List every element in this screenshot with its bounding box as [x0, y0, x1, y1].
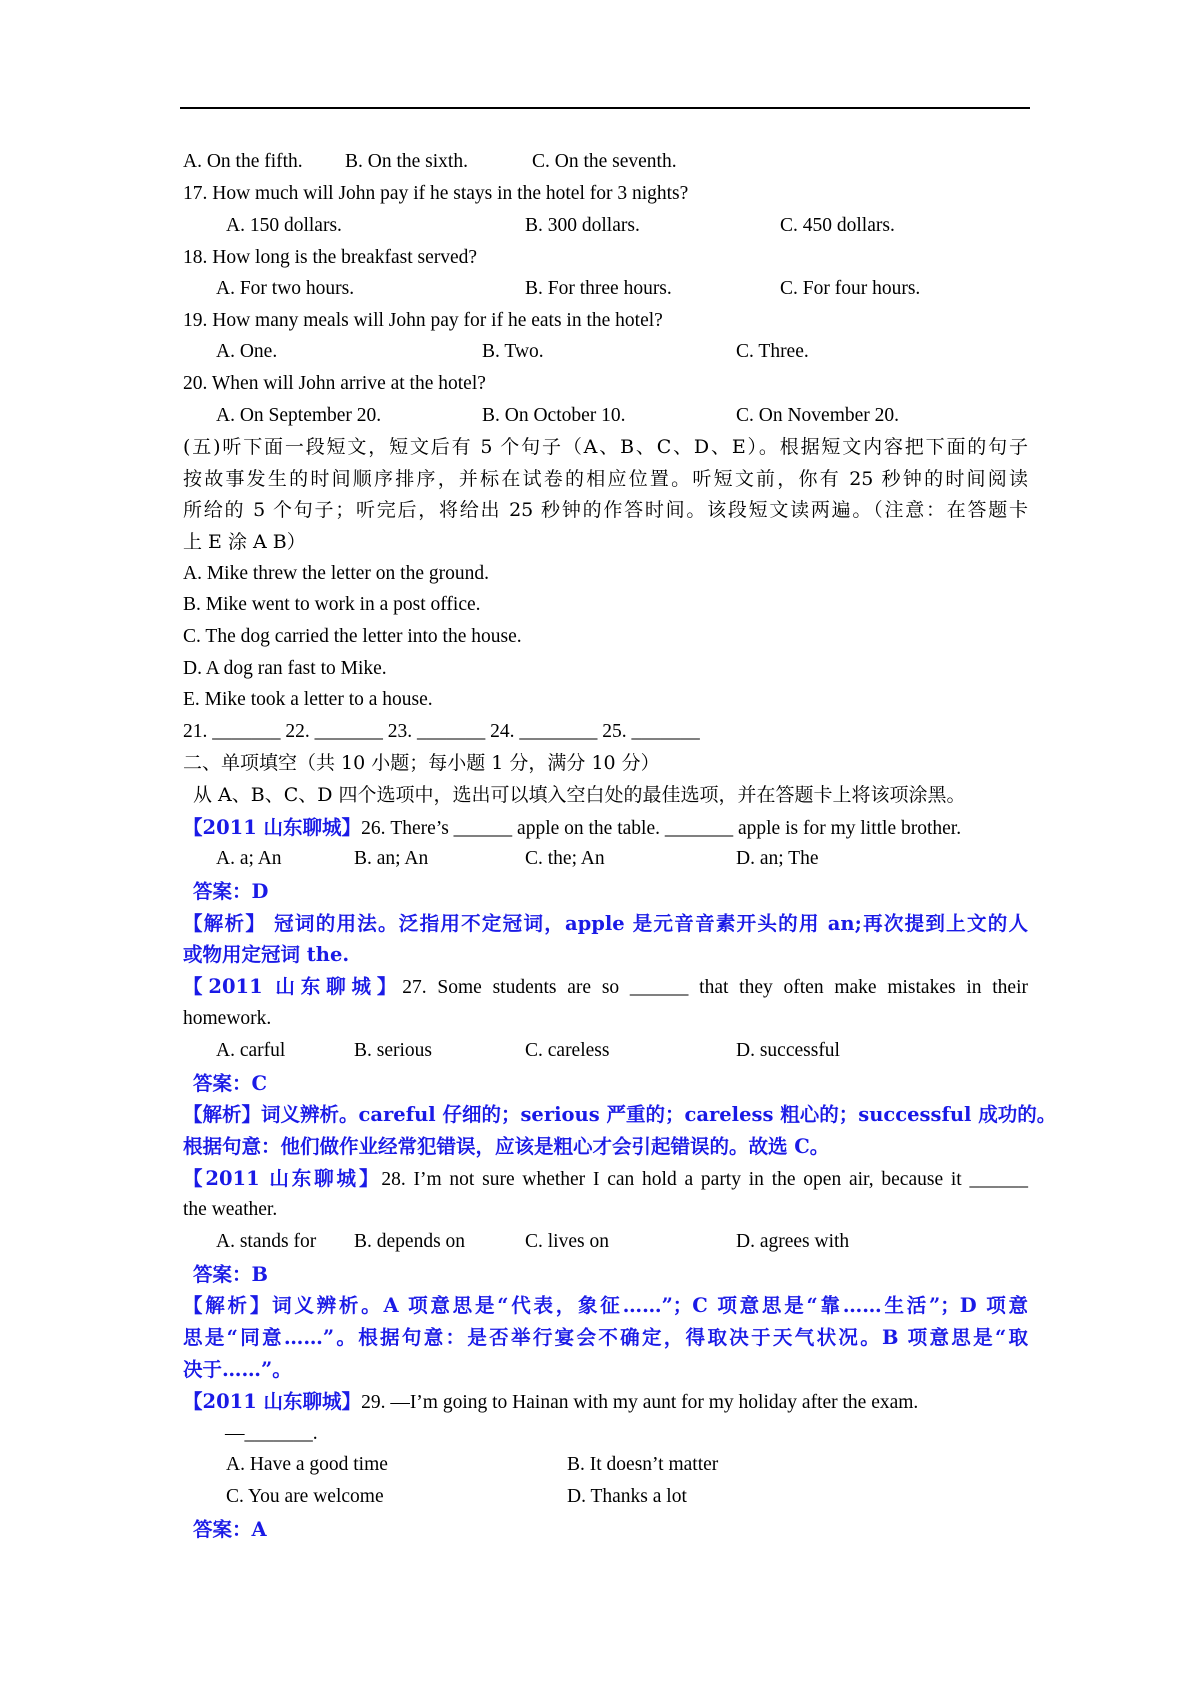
q17-option-c: C. 450 dollars.	[780, 215, 895, 236]
q28-explanation-line2: 思是“同意……”。根据句意：是否举行宴会不确定，得取决于天气状况。B 项意思是“取	[183, 1326, 1028, 1349]
q16-option-b: B. On the sixth.	[345, 151, 468, 172]
q26-answer: 答案：D	[193, 880, 269, 903]
q18-option-b: B. For three hours.	[525, 278, 672, 299]
source-tag: 【2011 山东聊城】	[183, 816, 362, 839]
source-tag: 【2011 山东聊城】	[183, 975, 403, 998]
q27-option-d: D. successful	[736, 1040, 840, 1061]
q20-option-a: A. On September 20.	[216, 405, 382, 426]
part5-sentence-c: C. The dog carried the letter into the house.	[183, 626, 522, 647]
q26-explanation-line2: 或物用定冠词 the.	[183, 943, 350, 966]
q17-option-b: B. 300 dollars.	[525, 215, 640, 236]
part5-instr-line2: 按故事发生的时间顺序排序，并标在试卷的相应位置。听短文前，你有 25 秒钟的时间阅读	[183, 468, 1028, 490]
q26-option-d: D. an; The	[736, 848, 819, 869]
q27-stem-line2: homework.	[183, 1008, 272, 1029]
q27-explanation-line2: 根据句意：他们做作业经常犯错误，应该是粗心才会引起错误的。故选 C。	[183, 1135, 830, 1158]
q26-explanation-line1: 【解析】 冠词的用法。泛指用不定冠词，apple 是元音音素开头的用 an;再次提到上文的人	[183, 912, 1028, 935]
q19-option-c: C. Three.	[736, 341, 809, 362]
q20-option-c: C. On November 20.	[736, 405, 900, 426]
q28-option-c: C. lives on	[525, 1231, 609, 1252]
q17-stem: 17. How much will John pay if he stays in the hotel for 3 nights?	[183, 183, 689, 204]
source-tag: 【2011 山东聊城】	[183, 1390, 362, 1413]
q28-option-a: A. stands for	[216, 1231, 317, 1252]
q29-response-blank: —_______.	[225, 1423, 318, 1444]
q16-option-a: A. On the fifth.	[183, 151, 303, 172]
q20-option-b: B. On October 10.	[482, 405, 626, 426]
section2-instructions: 从 A、B、C、D 四个选项中，选出可以填入空白处的最佳选项，并在答题卡上将该项涂黑。	[193, 784, 966, 806]
part5-instr-line4: 上 E 涂 A B）	[183, 531, 306, 553]
q20-stem: 20. When will John arrive at the hotel?	[183, 373, 486, 394]
q16-option-c: C. On the seventh.	[532, 151, 677, 172]
q26-stem: 【2011 山东聊城】26. There’s ______ apple on the table. _______ apple is for my little brother.	[183, 816, 962, 839]
q29-answer: 答案：A	[193, 1518, 267, 1541]
q18-stem: 18. How long is the breakfast served?	[183, 247, 478, 268]
q19-option-a: A. One.	[216, 341, 278, 362]
part5-instr-line1: (五)听下面一段短文，短文后有 5 个句子（A、B、C、D、E）。根据短文内容把下面的句子	[183, 436, 1028, 458]
q27-explanation-line1: 【解析】词义辨析。careful 仔细的；serious 严重的；careless 粗心的；successful 成功的。	[183, 1103, 1057, 1126]
part5-instr-line3: 所给的 5 个句子；听完后，将给出 25 秒钟的作答时间。该段短文读两遍。（注意：在答题卡	[183, 499, 1028, 521]
q18-option-c: C. For four hours.	[780, 278, 921, 299]
section2-title: 二、单项填空（共 10 小题；每小题 1 分，满分 10 分）	[183, 752, 660, 774]
q27-option-b: B. serious	[354, 1040, 432, 1061]
source-tag: 【2011 山东聊城】	[183, 1167, 382, 1190]
q17-option-a: A. 150 dollars.	[226, 215, 342, 236]
q28-stem-line1: 【2011 山东聊城】28. I’m not sure whether I can hold a party in the open air, because it ______	[183, 1167, 1028, 1190]
part5-answer-blanks: 21. _______ 22. _______ 23. _______ 24. ________ 25. _______	[183, 721, 700, 742]
q28-option-d: D. agrees with	[736, 1231, 850, 1252]
q27-option-a: A. carful	[216, 1040, 286, 1061]
q28-stem-line2: the weather.	[183, 1199, 278, 1220]
q28-answer: 答案：B	[193, 1263, 268, 1286]
q18-option-a: A. For two hours.	[216, 278, 355, 299]
q29-option-d: D. Thanks a lot	[567, 1486, 687, 1507]
part5-sentence-a: A. Mike threw the letter on the ground.	[183, 563, 489, 584]
q27-answer: 答案：C	[193, 1072, 268, 1095]
q28-explanation-line3: 决于……”。	[183, 1358, 292, 1381]
q26-option-b: B. an; An	[354, 848, 429, 869]
q26-option-c: C. the; An	[525, 848, 605, 869]
q29-option-a: A. Have a good time	[226, 1454, 388, 1475]
q19-option-b: B. Two.	[482, 341, 544, 362]
q27-option-c: C. careless	[525, 1040, 610, 1061]
q19-stem: 19. How many meals will John pay for if he eats in the hotel?	[183, 310, 663, 331]
q28-option-b: B. depends on	[354, 1231, 466, 1252]
part5-sentence-d: D. A dog ran fast to Mike.	[183, 658, 387, 679]
part5-sentence-e: E. Mike took a letter to a house.	[183, 689, 433, 710]
q27-stem-line1: 【2011 山东聊城】27. Some students are so ______ that they often make mistakes in their	[183, 975, 1028, 998]
q26-option-a: A. a; An	[216, 848, 282, 869]
q29-stem: 【2011 山东聊城】29. —I’m going to Hainan with my aunt for my holiday after the exam.	[183, 1390, 919, 1413]
part5-sentence-b: B. Mike went to work in a post office.	[183, 594, 481, 615]
q29-option-b: B. It doesn’t matter	[567, 1454, 719, 1475]
q28-explanation-line1: 【解析】词义辨析。A 项意思是“代表，象征……”；C 项意思是“靠……生活”；D 项意	[183, 1294, 1028, 1317]
header-rule	[180, 107, 1030, 109]
q29-option-c: C. You are welcome	[226, 1486, 384, 1507]
